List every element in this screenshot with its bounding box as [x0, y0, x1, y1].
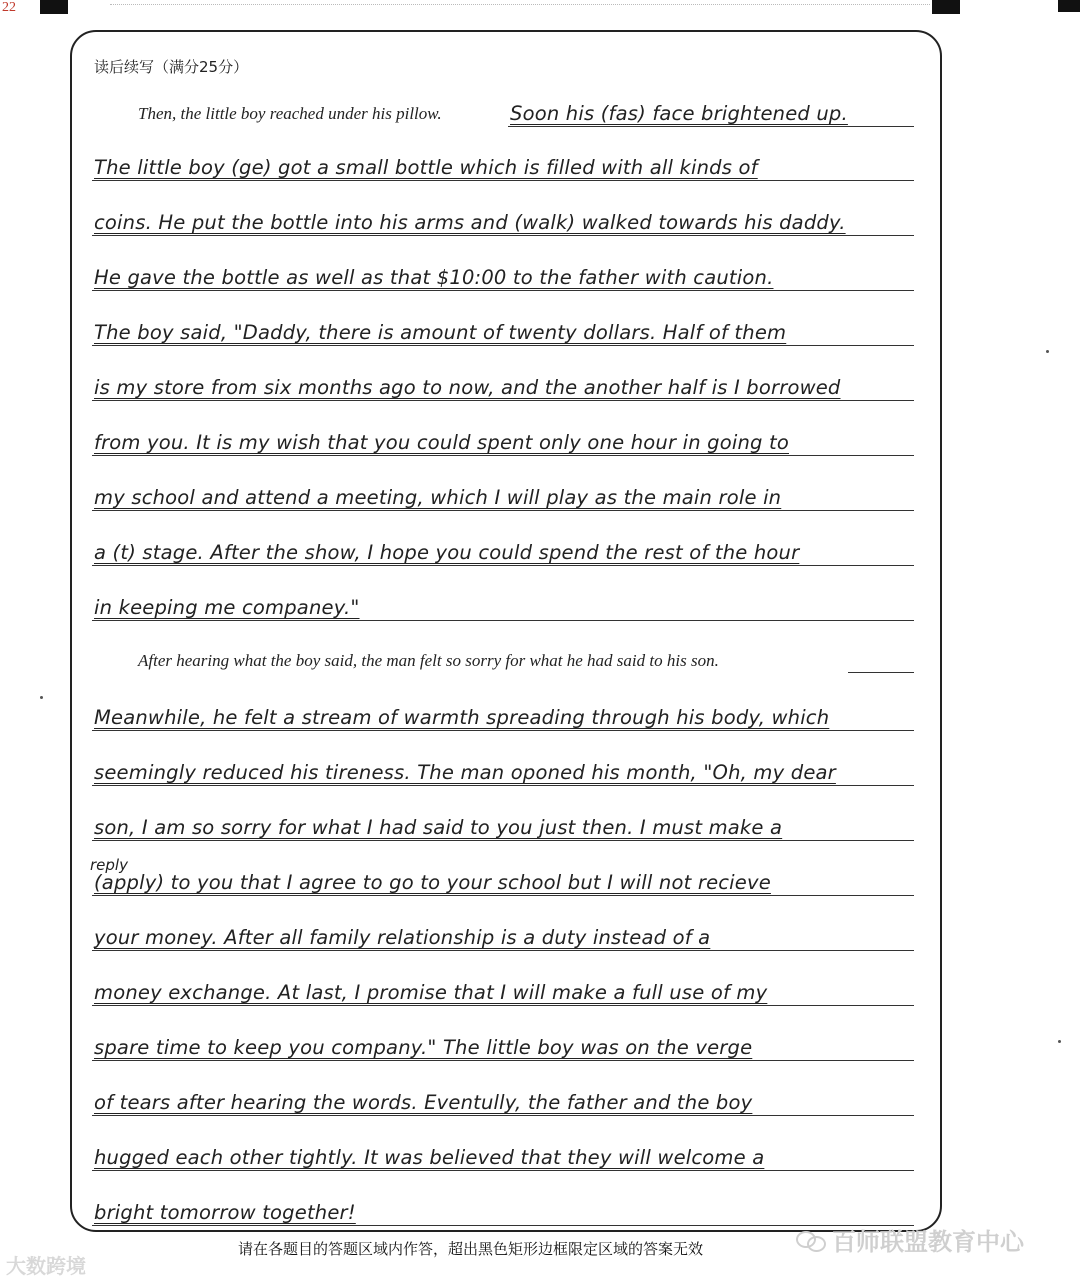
scan-speck	[1046, 350, 1049, 353]
handwriting-line: of tears after hearing the words. Eventully, the father and the boy	[94, 1091, 753, 1114]
prompt-paragraph-2: After hearing what the boy said, the man felt so sorry for what he had said to his son.	[138, 651, 719, 670]
registration-mark-right	[932, 0, 960, 14]
registration-mark-corner	[1058, 0, 1080, 12]
handwriting-line: bright tomorrow together!	[94, 1201, 356, 1224]
answer-line	[848, 642, 914, 673]
handwriting-line: son, I am so sorry for what I had said to you just then. I must make a	[94, 816, 783, 839]
handwriting-line: in keeping me companey."	[94, 596, 360, 619]
handwriting-line: hugged each other tightly. It was believed that they will welcome a	[94, 1146, 765, 1169]
registration-mark-left	[40, 0, 68, 14]
handwriting-line: (apply) to you that I agree to go to your school but I will not recieve	[94, 871, 771, 894]
handwriting-line: is my store from six months ago to now, and the another half is I borrowed	[94, 376, 841, 399]
handwriting-line: my school and attend a meeting, which I will play as the main role in	[94, 486, 782, 509]
handwriting-line: Soon his (fas) face brightened up.	[510, 102, 848, 125]
watermark-left: 大数跨境	[6, 1254, 86, 1278]
scan-speck	[40, 696, 43, 699]
scan-speck	[1058, 1040, 1061, 1043]
answer-area-notice: 请在各题目的答题区域内作答，超出黑色矩形边框限定区域的答案无效	[238, 1240, 704, 1258]
handwriting-line: from you. It is my wish that you could spent only one hour in going to	[94, 431, 789, 454]
wechat-icon	[796, 1229, 826, 1251]
handwriting-line: money exchange. At last, I promise that I will make a full use of my	[94, 981, 768, 1004]
handwriting-line: Meanwhile, he felt a stream of warmth spreading through his body, which	[94, 706, 830, 729]
section-header: 读后续写（满分25分）	[94, 58, 249, 76]
handwriting-correction: reply	[90, 856, 128, 874]
handwriting-line: The boy said, "Daddy, there is amount of twenty dollars. Half of them	[94, 321, 787, 344]
prompt-paragraph-1: Then, the little boy reached under his pillow.	[138, 104, 442, 123]
handwriting-line: The little boy (ge) got a small bottle which is filled with all kinds of	[94, 156, 758, 179]
handwriting-line: coins. He put the bottle into his arms and (walk) walked towards his daddy.	[94, 211, 846, 234]
scan-guide-line	[110, 4, 930, 5]
watermark-right	[796, 1222, 1024, 1257]
handwriting-line: spare time to keep you company." The little boy was on the verge	[94, 1036, 753, 1059]
watermark-right-text: 百师联盟教育中心	[832, 1228, 1024, 1256]
page-number: 22	[2, 0, 16, 15]
handwriting-line: a (t) stage. After the show, I hope you could spend the rest of the hour	[94, 541, 800, 564]
handwriting-line: He gave the bottle as well as that $10:00 to the father with caution.	[94, 266, 774, 289]
handwriting-line: your money. After all family relationship is a duty instead of a	[94, 926, 711, 949]
handwriting-line: seemingly reduced his tireness. The man oponed his month, "Oh, my dear	[94, 761, 836, 784]
